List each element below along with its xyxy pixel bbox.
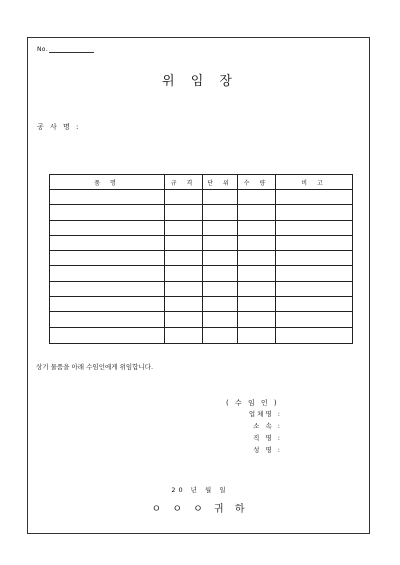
column-header-spec: 규 격 bbox=[165, 175, 203, 190]
cell-spec bbox=[165, 205, 203, 220]
cell-quantity bbox=[238, 205, 276, 220]
cell-unit bbox=[203, 235, 238, 250]
column-header-unit: 단 위 bbox=[203, 175, 238, 190]
cell-remarks bbox=[276, 205, 353, 220]
document-number-line bbox=[49, 46, 94, 53]
cell-quantity bbox=[238, 235, 276, 250]
cell-item-name bbox=[50, 266, 165, 281]
cell-spec bbox=[165, 235, 203, 250]
cell-remarks bbox=[276, 312, 353, 327]
column-header-quantity: 수 량 bbox=[238, 175, 276, 190]
table-row bbox=[50, 327, 353, 343]
cell-remarks bbox=[276, 235, 353, 250]
cell-item-name bbox=[50, 235, 165, 250]
addressee: ㅇ ㅇ ㅇ 귀 하 bbox=[151, 504, 249, 515]
cell-spec bbox=[165, 297, 203, 312]
affiliation-field: 소 속 : bbox=[253, 422, 282, 430]
cell-unit bbox=[203, 190, 238, 205]
cell-quantity bbox=[238, 312, 276, 327]
company-name-field: 업체명 : bbox=[248, 410, 282, 418]
table-row bbox=[50, 190, 353, 205]
table-row bbox=[50, 281, 353, 296]
cell-unit bbox=[203, 251, 238, 266]
cell-spec bbox=[165, 266, 203, 281]
project-name-label: 공 사 명 : bbox=[37, 123, 81, 131]
cell-unit bbox=[203, 220, 238, 235]
document-number-label: No. bbox=[37, 46, 48, 53]
cell-unit bbox=[203, 205, 238, 220]
job-title-field: 직 명 : bbox=[253, 434, 282, 442]
cell-unit bbox=[203, 266, 238, 281]
cell-remarks bbox=[276, 220, 353, 235]
cell-quantity bbox=[238, 281, 276, 296]
cell-remarks bbox=[276, 281, 353, 296]
column-header-item-name: 품 명 bbox=[50, 175, 165, 190]
cell-quantity bbox=[238, 266, 276, 281]
cell-spec bbox=[165, 251, 203, 266]
cell-remarks bbox=[276, 266, 353, 281]
table-row bbox=[50, 205, 353, 220]
cell-item-name bbox=[50, 220, 165, 235]
table-body bbox=[50, 190, 353, 344]
cell-quantity bbox=[238, 190, 276, 205]
document-title: 위 임 장 bbox=[162, 74, 238, 89]
cell-item-name bbox=[50, 297, 165, 312]
cell-item-name bbox=[50, 327, 165, 343]
cell-item-name bbox=[50, 281, 165, 296]
cell-remarks bbox=[276, 251, 353, 266]
cell-quantity bbox=[238, 251, 276, 266]
cell-remarks bbox=[276, 297, 353, 312]
cell-remarks bbox=[276, 327, 353, 343]
cell-unit bbox=[203, 312, 238, 327]
cell-quantity bbox=[238, 297, 276, 312]
table-row bbox=[50, 266, 353, 281]
cell-spec bbox=[165, 327, 203, 343]
table-row bbox=[50, 235, 353, 250]
cell-item-name bbox=[50, 205, 165, 220]
column-header-remarks: 비 고 bbox=[276, 175, 353, 190]
cell-spec bbox=[165, 281, 203, 296]
cell-spec bbox=[165, 312, 203, 327]
date-line: 20 년 월 일 bbox=[171, 486, 229, 494]
cell-quantity bbox=[238, 220, 276, 235]
delegation-statement: 상기 물품을 아래 수임인에게 위임합니다. bbox=[36, 363, 154, 371]
items-table bbox=[49, 174, 353, 344]
cell-item-name bbox=[50, 312, 165, 327]
person-name-field: 성 명 : bbox=[253, 446, 282, 454]
cell-spec bbox=[165, 220, 203, 235]
cell-unit bbox=[203, 281, 238, 296]
cell-unit bbox=[203, 327, 238, 343]
table-row bbox=[50, 297, 353, 312]
table-row bbox=[50, 251, 353, 266]
cell-item-name bbox=[50, 190, 165, 205]
recipient-heading: ( 수 임 인 ) bbox=[226, 399, 279, 407]
table-row bbox=[50, 312, 353, 327]
cell-remarks bbox=[276, 190, 353, 205]
table-header-row bbox=[50, 175, 353, 190]
document-number bbox=[37, 46, 94, 53]
cell-item-name bbox=[50, 251, 165, 266]
cell-unit bbox=[203, 297, 238, 312]
cell-spec bbox=[165, 190, 203, 205]
cell-quantity bbox=[238, 327, 276, 343]
table-row bbox=[50, 220, 353, 235]
